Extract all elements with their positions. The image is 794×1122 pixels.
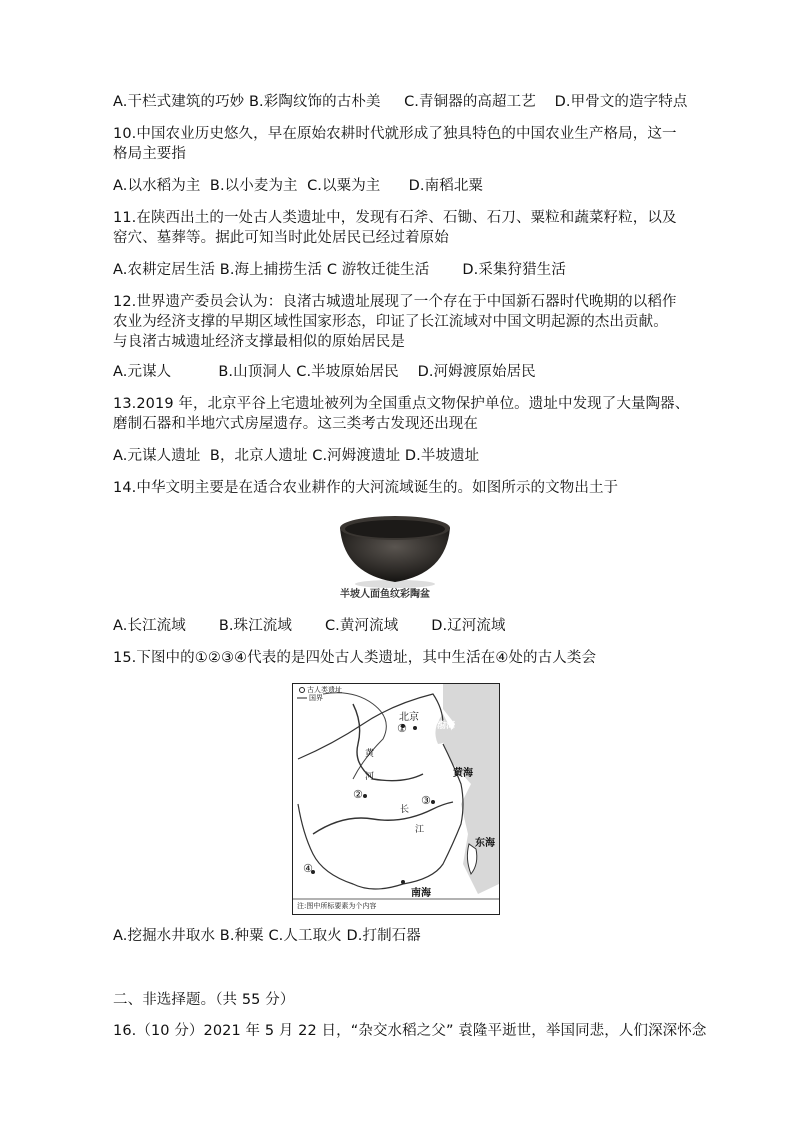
q14-stem: 14.中华文明主要是在适合农业耕作的大河流域诞生的。如图所示的文物出土于	[113, 480, 619, 496]
site-4-marker: ④	[303, 862, 313, 875]
map-note: 注:图中所标要素为个内容	[297, 902, 377, 910]
q13-stem-line1: 13.2019 年，北京平谷上宅遗址被列为全国重点文物保护单位。遗址中发现了大量陶器、	[113, 396, 690, 412]
q10-stem-line1: 10.中国农业历史悠久，早在原始农耕时代就形成了独具特色的中国农业生产格局，这一	[113, 126, 677, 142]
q11-stem-line2: 窑穴、墓葬等。据此可知当时此处居民已经过着原始	[113, 230, 449, 246]
q12-options: A.元谋人 B.山顶洞人 C.半坡原始居民 D.河姆渡原始居民	[113, 364, 536, 380]
changjiang-label-1: 长	[400, 805, 410, 815]
q12-stem-line1: 12.世界遗产委员会认为：良渚古城遗址展现了一个存在于中国新石器时代晚期的以稻作	[113, 294, 677, 310]
section-2-title: 二、非选择题。（共 55 分）	[113, 992, 295, 1008]
q16-stem-line1: 16.（10 分）2021 年 5 月 22 日，“杂交水稻之父” 袁隆平逝世，举国同悲，人们深深怀念	[113, 1023, 707, 1039]
ancient-sites-map	[292, 683, 500, 915]
q11-stem-line1: 11.在陕西出土的一处古人类遗址中，发现有石斧、石锄、石刀、粟粒和蔬菜籽粒，以及	[113, 210, 677, 226]
changjiang-label-2: 江	[415, 825, 425, 835]
huanghe-label-1: 黄	[365, 749, 375, 759]
donghai-label: 东海	[475, 838, 495, 849]
huanghe-label-2: 河	[365, 772, 375, 782]
q12-stem-line2: 农业为经济支撑的早期区域性国家形态，印证了长江流域对中国文明起源的杰出贡献。	[113, 314, 668, 330]
bohai-label: 渤海	[437, 721, 456, 731]
q15-stem: 15.下图中的①②③④代表的是四处古人类遗址，其中生活在④处的古人类会	[113, 650, 597, 666]
image-caption: 半坡人面鱼纹彩陶盆	[340, 589, 430, 600]
q13-stem-line2: 磨制石器和半地穴式房屋遗存。这三类考古发现还出现在	[113, 416, 478, 432]
site-1-marker: ①	[397, 722, 407, 735]
q10-options: A.以水稻为主 B.以小麦为主 C.以粟为主 D.南稻北粟	[113, 178, 484, 194]
huanghai-label: 黄海	[453, 768, 473, 779]
q9-options: A.干栏式建筑的巧妙 B.彩陶纹饰的古朴美 C.青铜器的高超工艺 D.甲骨文的造字特点	[113, 94, 688, 110]
q10-stem-line2: 格局主要指	[113, 146, 186, 162]
q15-options: A.挖掘水井取水 B.种粟 C.人工取火 D.打制石器	[113, 928, 421, 944]
legend-site-label: 古人类遗址	[307, 686, 342, 694]
q12-stem-line3: 与良渚古城遗址经济支撑最相似的原始居民是	[113, 334, 405, 350]
q13-options: A.元谋人遗址 B，北京人遗址 C.河姆渡遗址 D.半坡遗址	[113, 448, 480, 464]
site-2-marker: ②	[353, 788, 363, 801]
q14-options: A.长江流域 B.珠江流域 C.黄河流域 D.辽河流域	[113, 618, 506, 634]
nanhai-label: 南海	[411, 888, 431, 899]
site-3-marker: ③	[421, 794, 431, 807]
q11-options: A.农耕定居生活 B.海上捕捞生活 C 游牧迁徙生活 D.采集狩猎生活	[113, 262, 566, 278]
beijing-label: 北京	[399, 712, 419, 723]
legend-border-label: 国界	[309, 694, 323, 702]
